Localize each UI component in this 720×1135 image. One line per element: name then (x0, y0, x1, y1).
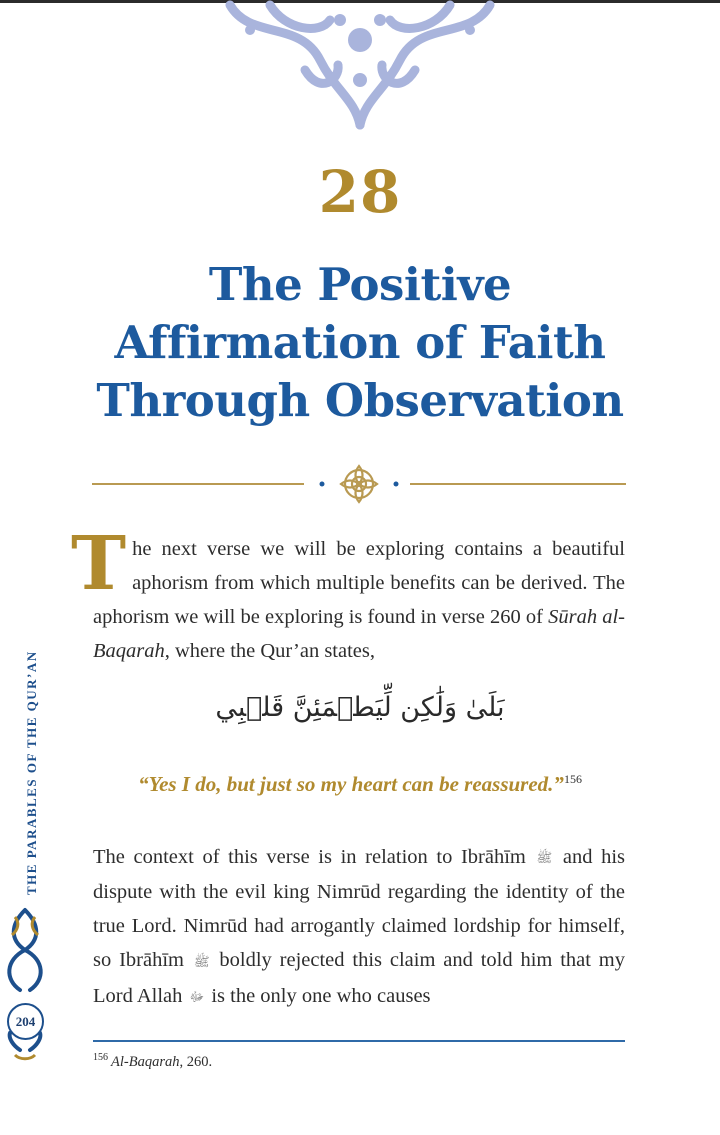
honorific-icon: ﷺ (536, 850, 553, 866)
footnote (93, 1052, 212, 1071)
section-divider (92, 462, 626, 506)
page-number: 204 (7, 1003, 44, 1040)
divider-line-right (410, 483, 626, 485)
honorific-icon: ﷻ (189, 988, 205, 1004)
arabic-verse: بَلَىٰ وَلَٰكِن لِّيَطۡمَئِنَّ قَلۡبِي (215, 692, 505, 723)
floral-arabesque-ornament (210, 0, 510, 135)
side-floral-ornament (0, 905, 50, 1065)
divider-line-left (92, 483, 304, 485)
surah-name: Sūrah al-Baqarah (93, 606, 626, 662)
drop-cap: T (71, 521, 127, 607)
honorific-icon: ﷺ (193, 953, 210, 969)
chapter-title: The Positive Affirmation of Faith Through Observation (96, 258, 624, 427)
paragraph-intro-text-end: , where the Qur’an states, (164, 640, 375, 662)
chapter-number: 28 (318, 158, 402, 226)
footnote-rest: , 260. (179, 1053, 213, 1070)
footnote-source: Al-Baqarah (111, 1053, 180, 1070)
paragraph-intro-text: he next verse we will be exploring contains a beautiful aphorism from which multiple benefits can be derived. The aphorism we will be exploring is found in verse 260 of (93, 538, 625, 628)
paragraph-context-text-4: is the only one who causes (206, 984, 431, 1007)
running-head: THE PARABLES OF THE QUR’AN (24, 650, 39, 895)
paragraph-context (93, 840, 625, 1014)
footnote-number: 156 (93, 1052, 108, 1063)
footnote-rule (93, 1040, 625, 1042)
paragraph-intro (71, 521, 626, 668)
paragraph-context-text: The context of this verse is in relation to Ibrāhīm (93, 846, 535, 868)
paragraph-context-text-2: and his dispute with the evil king Nimrūd regarding the identity of the true Lord. Nimrūd had arrogantly claimed lordship for himself, so Ibrāhīm (93, 846, 625, 972)
rosette-icon (314, 462, 404, 506)
verse-translation-text: “Yes I do, but just so my heart can be reassured.” (138, 772, 564, 796)
verse-translation (0, 772, 720, 797)
paragraph-context-text-3: boldly rejected this claim and told him that my Lord Allah (93, 949, 625, 1007)
footnote-reference: 156 (563, 772, 582, 786)
